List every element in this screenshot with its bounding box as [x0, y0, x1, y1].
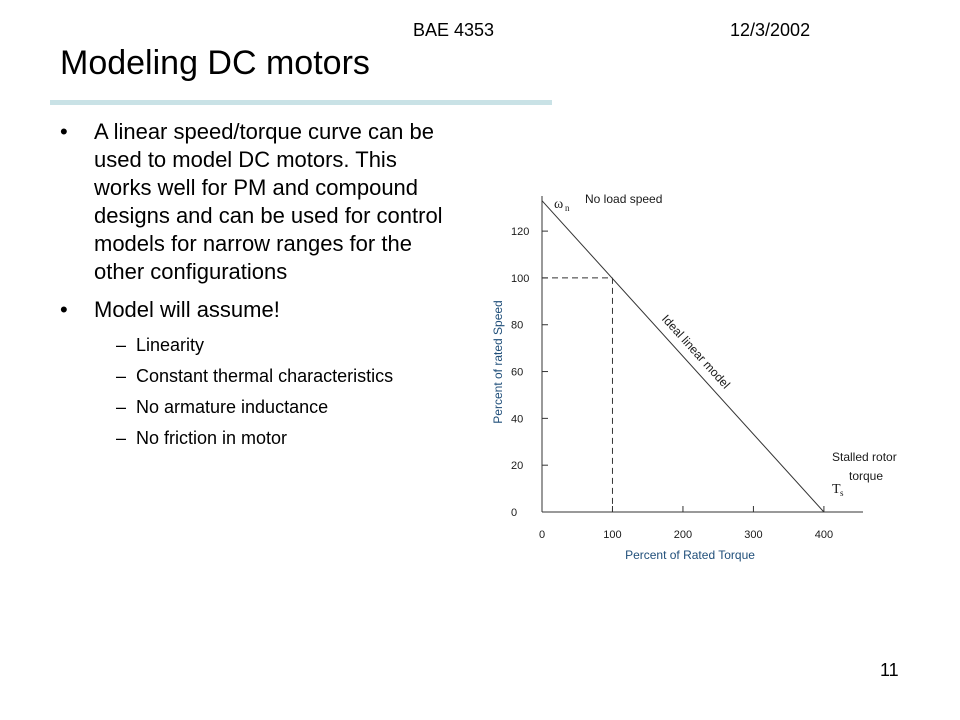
sub-bullet-text: No friction in motor [136, 428, 288, 448]
sub-bullet-marker: – [116, 397, 127, 417]
x-tick-label: 200 [673, 529, 693, 541]
bullet-item [60, 118, 455, 286]
y-tick-label: 80 [511, 319, 524, 332]
y-tick-label: 20 [511, 460, 524, 473]
slide-title: Modeling DC motors [60, 44, 370, 82]
x-tick-label: 400 [814, 529, 834, 541]
x-tick-label: 100 [603, 529, 622, 541]
speed-torque-chart [480, 180, 897, 580]
sub-bullet-marker: – [116, 335, 127, 355]
torque-symbol: T [832, 482, 841, 497]
x-axis-label: Percent of Rated Torque [625, 548, 755, 562]
ideal-linear-model-label: Ideal linear model [658, 311, 733, 392]
y-tick-label: 40 [511, 413, 524, 426]
omega-subscript: n [565, 203, 570, 213]
stalled-rotor-label-torque: torque [849, 469, 884, 483]
stalled-rotor-label: Stalled rotor [832, 450, 897, 464]
y-tick-label: 60 [511, 366, 524, 379]
page-number: 11 [880, 660, 899, 680]
sub-bullet-item [60, 334, 455, 357]
x-tick-label: 300 [744, 529, 763, 541]
no-load-speed-label: No load speed [585, 192, 663, 206]
bullet-text: Model will assume! [94, 297, 280, 322]
sub-bullet-text: Constant thermal characteristics [136, 366, 394, 386]
y-tick-label: 100 [511, 272, 530, 285]
ideal-linear-model-line [542, 201, 824, 512]
sub-bullet-marker: – [116, 366, 127, 386]
omega-symbol: ω [554, 197, 564, 212]
course-code: BAE 4353 [413, 20, 495, 40]
slide-date: 12/3/2002 [730, 20, 811, 40]
y-axis-label: Percent of rated Speed [491, 300, 505, 424]
torque-subscript: s [840, 488, 844, 498]
sub-bullet-item [60, 427, 455, 450]
title-underline [50, 100, 552, 105]
y-tick-label: 0 [511, 507, 518, 519]
sub-bullet-item [60, 365, 455, 388]
bullet-list [60, 118, 455, 450]
sub-bullet-item [60, 396, 455, 419]
y-tick-label: 120 [511, 226, 530, 239]
sub-bullet-marker: – [116, 428, 127, 448]
sub-bullet-text: No armature inductance [136, 397, 329, 417]
bullet-item [60, 296, 455, 324]
x-tick-label: 0 [538, 529, 546, 541]
bullet-marker: • [60, 119, 68, 144]
bullet-marker: • [60, 297, 68, 322]
sub-bullet-text: Linearity [136, 335, 205, 355]
bullet-text: A linear speed/torque curve can be used to model DC motors. This works well for PM and compound designs and can be used for control models for narrow ranges for the other configurations [94, 119, 443, 284]
